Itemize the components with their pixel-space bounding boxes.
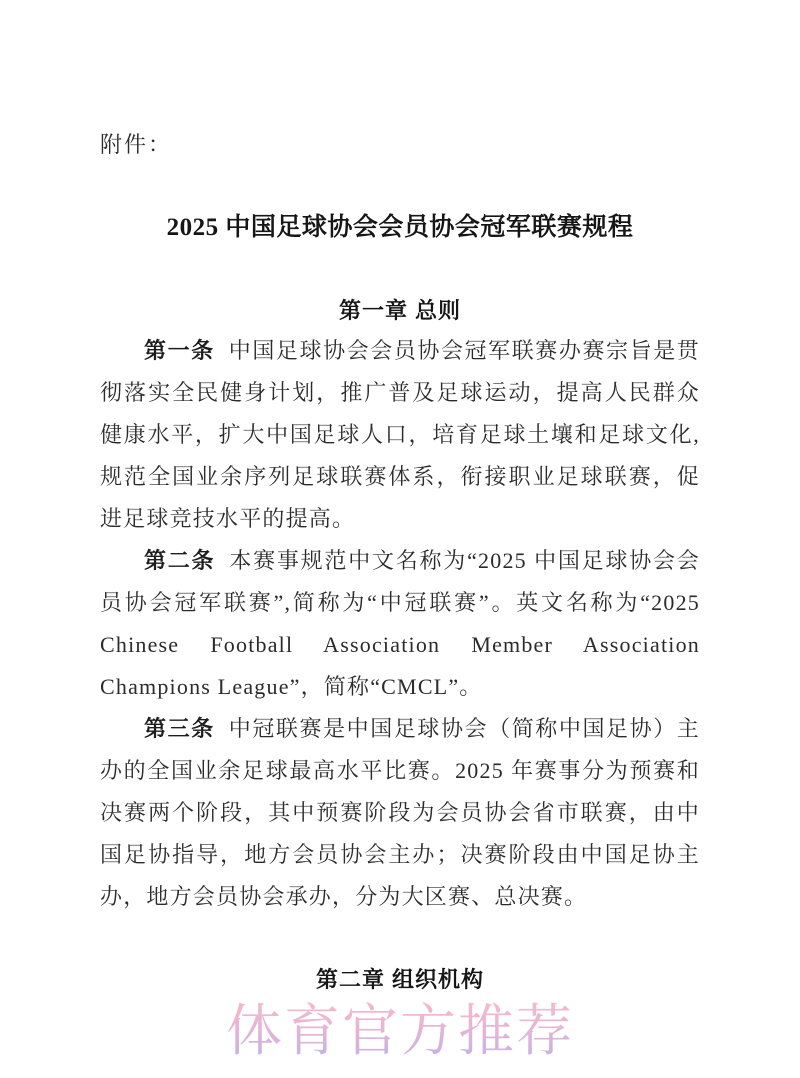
article-3-text: 中冠联赛是中国足球协会（简称中国足协）主办的全国业余足球最高水平比赛。2025 年赛事分为预赛和决赛两个阶段，其中预赛阶段为会员协会省市联赛，由中国足协指导，地方会员协会主办；决赛阶段由中国足协主办，地方会员协会承办，分为大区赛、总决赛。	[100, 716, 700, 909]
article-3-paragraph	[100, 708, 700, 918]
watermark-text: 体育官方推荐	[0, 1000, 800, 1064]
article-1-text: 中国足球协会会员协会冠军联赛办赛宗旨是贯彻落实全民健身计划，推广普及足球运动，提高人民群众健康水平，扩大中国足球人口，培育足球土壤和足球文化,规范全国业余序列足球联赛体系，衔接职业足球联赛，促进足球竞技水平的提高。	[100, 338, 700, 531]
article-2-text: 本赛事规范中文名称为“2025 中国足球协会会员协会冠军联赛”,简称为“中冠联赛”。英文名称为“2025 Chinese Football Association Member Association Champions League”，简称“CMCL”。	[100, 548, 700, 699]
article-1-paragraph	[100, 330, 700, 540]
article-2-paragraph	[100, 540, 700, 708]
article-2-label: 第二条	[144, 548, 216, 573]
chapter-1-heading: 第一章 总则	[338, 298, 462, 323]
attachment-label: 附件：	[100, 132, 173, 157]
document-title: 2025 中国足球协会会员协会冠军联赛规程	[166, 214, 634, 241]
chapter-2-heading: 第二章 组织机构	[315, 967, 485, 992]
article-1-label: 第一条	[144, 338, 215, 363]
article-3-label: 第三条	[144, 716, 215, 741]
